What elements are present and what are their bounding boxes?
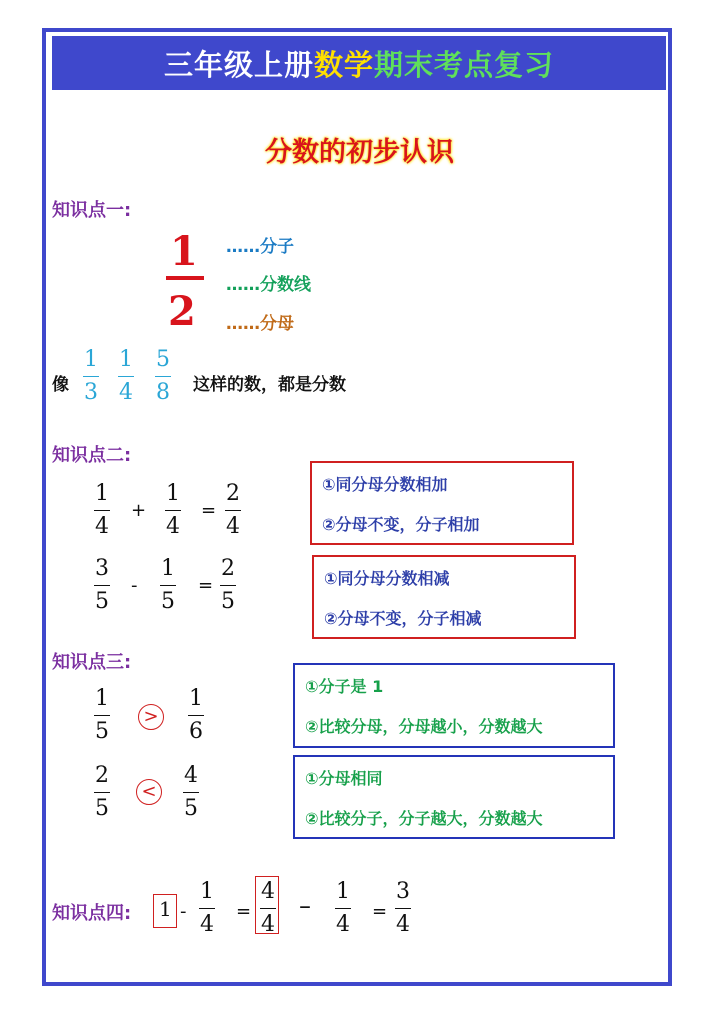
rule-box-add: [310, 461, 574, 545]
numerator: 1: [189, 686, 203, 711]
numerator: 2: [95, 763, 109, 788]
denominator: 4: [336, 912, 350, 937]
title-banner: [52, 36, 666, 90]
example-fraction: [83, 349, 99, 404]
rule-box-same-numerator: [293, 663, 615, 748]
label-fraction-line: ……分数线: [226, 275, 311, 295]
big-fraction-line: [166, 276, 204, 280]
minus-sign: -: [131, 575, 138, 596]
rule-line: ①同分母分数相加: [322, 474, 448, 494]
numerator: 2: [226, 481, 240, 506]
denominator: 4: [95, 514, 109, 539]
denominator: 3: [84, 380, 98, 405]
like-prefix: 像: [52, 375, 69, 395]
numerator: 1: [95, 686, 109, 711]
rule-line: ①同分母分数相减: [324, 568, 450, 588]
sub-fraction-a: [94, 558, 110, 613]
rule-line: ②比较分母，分母越小，分数越大: [305, 717, 543, 737]
numerator: 1: [95, 481, 109, 506]
kp4-fraction-b: [335, 881, 351, 936]
rule-box-same-denominator: [293, 755, 615, 839]
denominator: 4: [226, 514, 240, 539]
kp3-heading: 知识点三:: [52, 652, 132, 673]
denominator: 4: [396, 912, 410, 937]
label-numerator: ……分子: [226, 237, 294, 257]
like-suffix: 这样的数，都是分数: [193, 375, 346, 395]
rule-box-sub: [312, 555, 576, 639]
page-subtitle: 分数的初步认识: [265, 137, 454, 168]
add-fraction-b: [165, 483, 181, 538]
numerator: 2: [221, 556, 235, 581]
numerator: 3: [95, 556, 109, 581]
denominator: 5: [184, 796, 198, 821]
title-part-subject: 数学: [313, 47, 374, 82]
equals-sign: =: [198, 575, 214, 596]
example-fraction: [155, 349, 171, 404]
rule-line: ②比较分子，分子越大，分数越大: [305, 808, 543, 828]
greater-than-sign: >: [138, 704, 164, 730]
cmp2-fraction-a: [94, 765, 110, 820]
sub-fraction-b: [160, 558, 176, 613]
kp4-result: [395, 881, 411, 936]
rule-line: ①分子是 1: [305, 676, 384, 696]
numerator: 1: [200, 879, 214, 904]
title-part-grade: 三年级上册: [163, 47, 314, 82]
numerator: 3: [396, 879, 410, 904]
kp2-heading: 知识点二:: [52, 445, 132, 466]
denominator: 4: [200, 912, 214, 937]
add-fraction-a: [94, 483, 110, 538]
denominator: 5: [95, 589, 109, 614]
example-fraction: [118, 349, 134, 404]
less-than-sign: <: [136, 779, 162, 805]
big-numerator: 1: [170, 228, 198, 275]
numerator: 5: [156, 347, 170, 372]
denominator: 5: [221, 589, 235, 614]
denominator: 5: [95, 719, 109, 744]
minus-sign: -: [180, 901, 187, 922]
whole-one: [159, 899, 172, 919]
denominator: 5: [161, 589, 175, 614]
denominator: 4: [166, 514, 180, 539]
label-denominator: ……分母: [226, 314, 294, 334]
denominator: 6: [189, 719, 203, 744]
denominator: 5: [95, 796, 109, 821]
numerator: 1: [161, 556, 175, 581]
cmp1-fraction-b: [188, 688, 204, 743]
denominator: 4: [119, 380, 133, 405]
numerator: 1: [84, 347, 98, 372]
plus-sign: +: [131, 500, 147, 521]
denominator: 4: [261, 912, 275, 937]
numerator: 4: [184, 763, 198, 788]
cmp1-fraction-a: [94, 688, 110, 743]
rule-line: ②分母不变，分子相减: [324, 608, 482, 628]
sub-result: [220, 558, 236, 613]
rule-line: ②分母不变，分子相加: [322, 514, 480, 534]
rule-line: ①分母相同: [305, 768, 383, 788]
numerator: 1: [119, 347, 133, 372]
numerator: 1: [336, 879, 350, 904]
numerator: 4: [261, 879, 275, 904]
kp4-fraction-a: [199, 881, 215, 936]
title-part-review: 期末考点复习: [374, 47, 555, 82]
whole-number: 1: [159, 897, 172, 921]
numerator: 1: [166, 481, 180, 506]
cmp2-fraction-b: [183, 765, 199, 820]
kp1-heading: 知识点一:: [52, 200, 132, 221]
add-result: [225, 483, 241, 538]
denominator: 8: [156, 380, 170, 405]
equals-sign: =: [372, 901, 388, 922]
whole-as-fraction: [260, 881, 276, 936]
equals-sign: =: [236, 901, 252, 922]
big-denominator: 2: [168, 288, 196, 335]
kp4-heading: 知识点四:: [52, 903, 132, 924]
equals-sign: =: [201, 500, 217, 521]
minus-sign: –: [299, 892, 311, 920]
